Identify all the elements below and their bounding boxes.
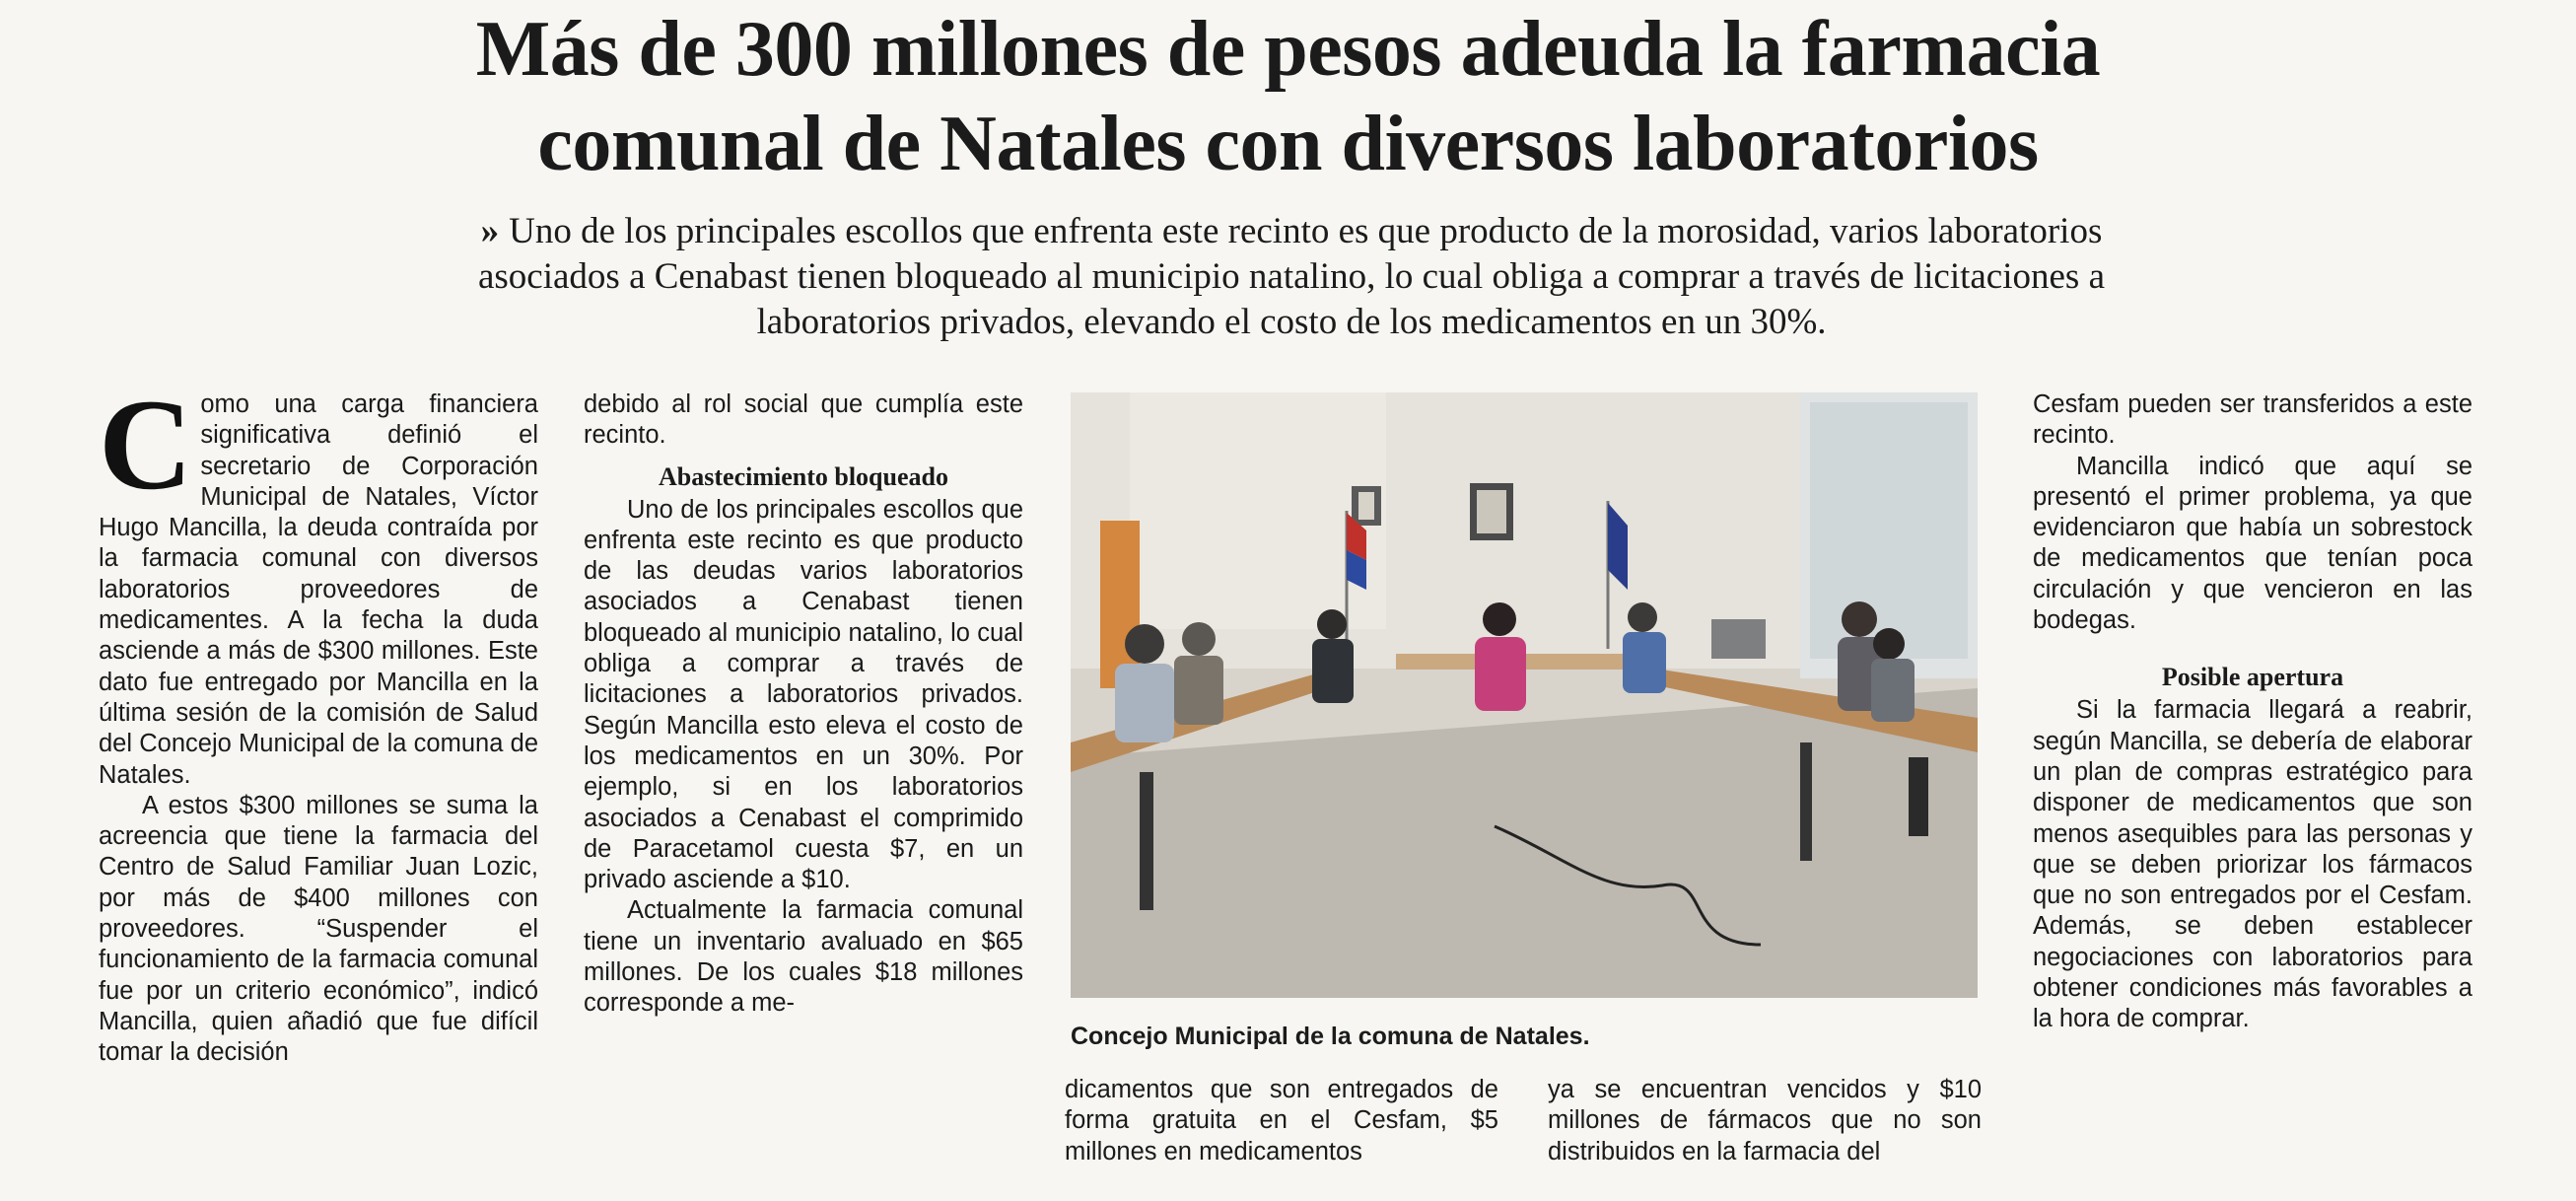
lead-text: Uno de los principales escollos que enfrenta este recinto es que producto de la morosidad, varios laboratorios asociados a Cenabast tienen bloqueado al municipio natalino, lo cual obliga a comprar a través de licitaciones a laboratorios privados, elevando el costo de los medicamentos en un 30%. bbox=[477, 211, 2106, 342]
column-1-paragraph-1 bbox=[99, 372, 538, 791]
column-2-paragraph-0: debido al rol social que cumplía este recinto. bbox=[584, 390, 1023, 450]
body-column-3 bbox=[1065, 1075, 1498, 1167]
column-2-paragraph-1: Uno de los principales escollos que enfrenta este recinto es que producto de las deudas varios laboratorios asociados a Cenabast tienen bloqueado al municipio natalino, lo cual obliga a comprar a través de licitaciones a laboratorios privados. Según Mancilla esto eleva el costo de los medicamentos en un 30%. Por ejemplo, si en los laboratorios asociados a Cenabast el comprimido de Paracetamol cuesta $7, en un privado asciende a $10. bbox=[584, 495, 1023, 894]
photo-caption: Concejo Municipal de la comuna de Natales. bbox=[1071, 1023, 1590, 1050]
subheading-abastecimiento: Abastecimiento bloqueado bbox=[659, 461, 948, 491]
body-column-1 bbox=[99, 372, 538, 1069]
column-5-paragraph-2: Si la farmacia llegará a reabrir, según Mancilla, se debería de elaborar un plan de compras estratégico para disponer de medicamentos que son menos asequibles para las personas y que se deben priorizar los fármacos que no son entregados por el Cesfam. Además, se deben establecer negociaciones con laboratorios para obtener condiciones más favorables a la hora de comprar. bbox=[2033, 696, 2472, 1033]
column-5-paragraph-0: Cesfam pueden ser transferidos a este recinto. bbox=[2033, 390, 2472, 450]
body-column-4 bbox=[1548, 1075, 1982, 1167]
lead-arrow-icon: » bbox=[480, 211, 500, 251]
column-2-paragraph-2: Actualmente la farmacia comunal tiene un inventario avaluado en $65 millones. De los cuales $18 millones corresponde a me- bbox=[584, 896, 1023, 1018]
headline-line-2: comunal de Natales con diversos laboratorios bbox=[537, 101, 2039, 187]
headline-line-1: Más de 300 millones de pesos adeuda la farmacia bbox=[475, 6, 2101, 93]
meeting-room-image bbox=[1071, 392, 1978, 998]
body-column-5 bbox=[2033, 389, 2472, 1035]
column-4-paragraph-0: ya se encuentran vencidos y $10 millones de fármacos que no son distribuidos en la farmacia del bbox=[1548, 1076, 1982, 1166]
column-1-paragraph-2: A estos $300 millones se suma la acreencia que tiene la farmacia del Centro de Salud Familiar Juan Lozic, por más de $400 millones con proveedores. “Suspender el funcionamiento de la farmacia comunal fue por un criterio económico”, indicó Mancilla, quien añadió que fue difícil tomar la decisión bbox=[99, 791, 538, 1067]
column-1-paragraph-1-text: omo una carga financiera significativa definió el secretario de Corporación Municipal de Natales, Víctor Hugo Mancilla, la deuda contraída por la farmacia comunal con diversos laboratorios proveedores de medicamentes. A la fecha la duda asciende a más de $300 millones. Este dato fue entregado por Mancilla en la última sesión de la comisión de Salud del Concejo Municipal de la comuna de Natales. bbox=[99, 390, 538, 789]
subheading-posible-apertura: Posible apertura bbox=[2161, 663, 2344, 692]
column-3-paragraph-0: dicamentos que son entregados de forma gratuita en el Cesfam, $5 millones en medicamentos bbox=[1065, 1076, 1498, 1166]
headline bbox=[0, 0, 2576, 191]
council-meeting-photo bbox=[1071, 392, 1978, 998]
body-column-2 bbox=[584, 389, 1023, 1020]
dropcap: C bbox=[99, 372, 193, 517]
lead-paragraph bbox=[414, 209, 2169, 345]
column-5-paragraph-1: Mancilla indicó que aquí se presentó el primer problema, ya que evidenciaron que había un sobrestock de medicamentos que tenían poca circulación y que vencieron en las bodegas. bbox=[2033, 452, 2472, 635]
